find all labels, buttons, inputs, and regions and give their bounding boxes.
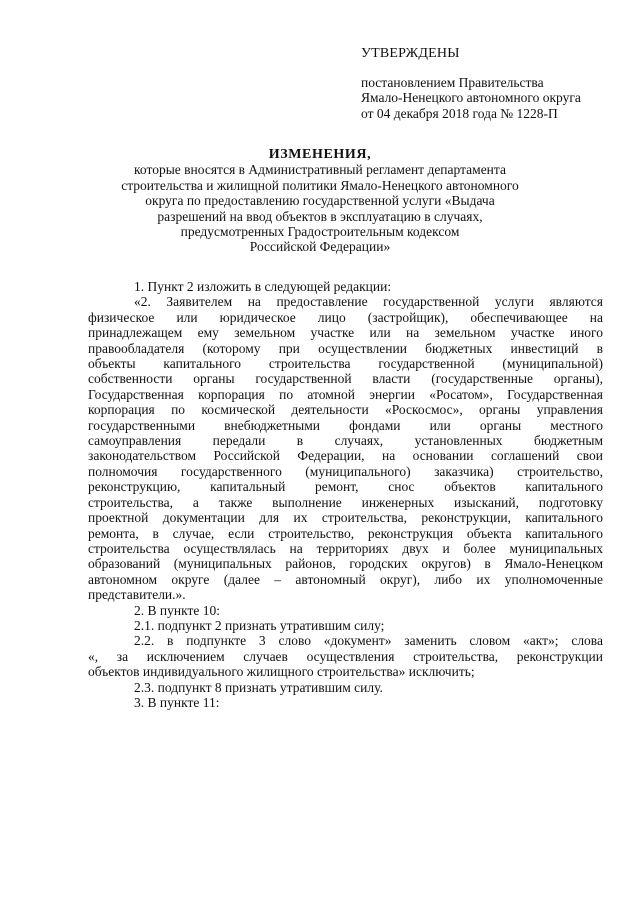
approval-heading: УТВЕРЖДЕНЫ	[361, 46, 460, 61]
quote-line: «2. Заявителем на предоставление государственной услуги являются	[134, 294, 603, 310]
quote-line: законодательством Российской Федерации, на основании соглашений свои	[88, 448, 603, 464]
quote-line: объекты капитального строительства государственной (муниципальной)	[88, 356, 603, 372]
quote-line: образований (муниципальных районов, городских округов) в Ямало-Ненецком	[88, 556, 603, 572]
item-2-2	[88, 633, 603, 679]
item-2-2-line: объектов индивидуального жилищного строительства» исключить;	[88, 664, 475, 680]
document-title-line: которые вносятся в Административный регламент департамента	[134, 162, 506, 178]
document-title-line: Российской Федерации»	[249, 239, 391, 255]
quote-line: государственными внебюджетными фондами или органы местного	[88, 417, 603, 433]
quote-line: полномочия государственного (муниципального) заказчика) строительство,	[88, 463, 603, 479]
item-3: 3. В пункте 11:	[134, 694, 220, 710]
item-1: 1. Пункт 2 изложить в следующей редакции:	[134, 279, 392, 294]
quote-line: автономном округе (далее – автономный округ), либо их уполномоченные	[88, 571, 603, 587]
quote-line: представители.».	[88, 587, 186, 603]
quote-line: Государственная корпорация по атомной энергии «Росатом», Государственная	[88, 386, 603, 402]
document-title-line: округа по предоставлению государственной услуги «Выдача	[145, 193, 495, 209]
quote-line: собственности органы государственной власти (государственные органы),	[88, 371, 603, 387]
item-2-3: 2.3. подпункт 8 признать утратившим силу.	[134, 679, 383, 695]
document-title-main: ИЗМЕНЕНИЯ,	[268, 147, 372, 162]
quote-line: ремонта, в случае, если строительство, реконструкция объекта капитального	[88, 525, 603, 541]
item-2-2-line: 2.2. в подпункте 3 слово «документ» заменить словом «акт»; слова	[134, 633, 603, 649]
quoted-paragraph	[88, 294, 603, 602]
document-title-line: разрешений на ввод объектов в эксплуатацию в случаях,	[157, 208, 483, 224]
approval-line: постановлением Правительства	[361, 74, 544, 90]
item-2-1: 2.1. подпункт 2 признать утратившим силу;	[134, 617, 385, 633]
document-title-line: предусмотренных Градостроительным кодексом	[180, 224, 460, 240]
quote-line: строительства осуществлялась на территориях двух и более муниципальных	[88, 540, 603, 556]
item-2: 2. В пункте 10:	[134, 602, 220, 618]
document-title-line: строительства и жилищной политики Ямало-Ненецкого автономного	[121, 177, 519, 193]
document-title	[100, 147, 540, 255]
quote-line: строительства, а также выполнение инженерных изысканий, подготовку	[88, 494, 603, 510]
approval-line: от 04 декабря 2018 года № 1228-П	[361, 105, 558, 121]
quote-line: самоуправления передали в случаях, установленных бюджетным	[88, 433, 603, 449]
quote-line: правообладателя (которому при осуществлении бюджетных инвестиций в	[88, 340, 603, 356]
quote-line: корпорация по космической деятельности «Роскосмос», органы управления	[88, 402, 603, 418]
quote-line: физическое или юридическое лицо (застройщик), обеспечивающее на	[88, 309, 603, 325]
item-2-2-line: «, за исключением случаев осуществления строительства, реконструкции	[88, 648, 603, 664]
approval-block	[361, 46, 611, 121]
approval-line: Ямало-Ненецкого автономного округа	[361, 90, 581, 105]
quote-line: принадлежащем ему земельном участке или на земельном участке иного	[88, 325, 603, 341]
quote-line: проектной документации для их строительства, реконструкции, капитального	[88, 510, 603, 526]
quote-line: реконструкцию, капитальный ремонт, снос объектов капитального	[88, 479, 603, 495]
document-body	[88, 279, 603, 710]
